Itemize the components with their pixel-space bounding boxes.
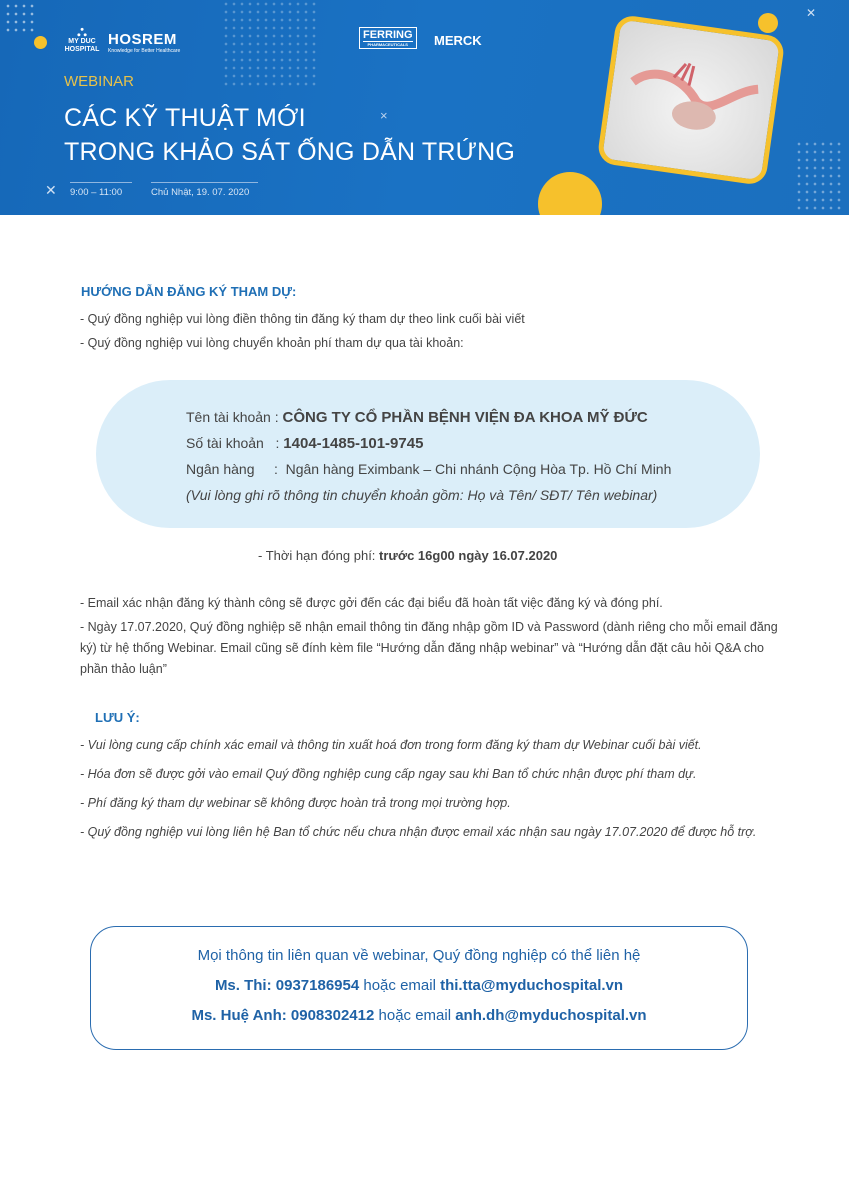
event-time: 9:00 – 11:00 bbox=[70, 182, 132, 198]
cross-decoration-icon: × bbox=[380, 108, 388, 123]
note-item: - Phí đăng ký tham dự webinar sẽ không được hoàn trả trong mọi trường hợp. bbox=[80, 796, 511, 810]
email-info-item: - Email xác nhận đăng ký thành công sẽ được gởi đến các đại biểu đã hoàn tất việc đăng ký và đóng phí. bbox=[80, 596, 663, 610]
contact-intro: Mọi thông tin liên quan về webinar, Quý đồng nghiệp có thể liên hệ bbox=[197, 947, 641, 964]
bank-label: Ngân hàng : bbox=[186, 461, 278, 477]
people-logo-icon: ⛬ bbox=[77, 23, 87, 39]
cross-decoration-icon: ✕ bbox=[45, 182, 57, 198]
guide-heading: HƯỚNG DẪN ĐĂNG KÝ THAM DỰ: bbox=[81, 284, 297, 299]
contact-person: Ms. Thi: 0937186954 hoặc email thi.tta@myduchospital.vn bbox=[214, 977, 624, 994]
bank-info-box bbox=[96, 380, 760, 528]
payment-deadline: - Thời hạn đóng phí: trước 16g00 ngày 16.07.2020 bbox=[258, 548, 558, 563]
account-number-label: Số tài khoản : bbox=[186, 435, 280, 451]
dot-pattern bbox=[4, 2, 36, 36]
transfer-note: (Vui lòng ghi rõ thông tin chuyển khoản gồm: Họ và Tên/ SĐT/ Tên webinar) bbox=[186, 487, 658, 503]
account-name-label: Tên tài khoản : bbox=[186, 409, 279, 425]
email-info-item: - Ngày 17.07.2020, Quý đồng nghiệp sẽ nhận email thông tin đăng nhập gồm ID và Password (dành riêng cho mỗi email đăng ký) từ hệ thống Webinar. Email cũng sẽ đính kèm file “Hướng dẫn đăng nhập webinar” và “Hướng dẫn đặt câu hỏi Q&A cho phần thảo luận” bbox=[80, 620, 778, 676]
account-name-row bbox=[186, 409, 648, 426]
dot-pattern bbox=[795, 140, 845, 210]
guide-item: - Quý đồng nghiệp vui lòng điền thông tin đăng ký tham dự theo link cuối bài viết bbox=[80, 312, 525, 326]
account-name-value: CÔNG TY CỔ PHẦN BỆNH VIỆN ĐA KHOA MỸ ĐỨC bbox=[282, 409, 648, 426]
webinar-label: WEBINAR bbox=[64, 73, 135, 90]
note-item: - Hóa đơn sẽ được gởi vào email Quý đồng nghiệp cung cấp ngay sau khi Ban tổ chức nhận được phí tham dự. bbox=[80, 767, 697, 781]
contact-email-link[interactable]: anh.dh@myduchospital.vn bbox=[455, 1007, 647, 1024]
bank-value: Ngân hàng Eximbank – Chi nhánh Cộng Hòa Tp. Hồ Chí Minh bbox=[285, 461, 672, 477]
note-item: - Quý đồng nghiệp vui lòng liên hệ Ban tổ chức nếu chưa nhận được email xác nhận sau ngày 17.07.2020 để được hỗ trợ. bbox=[80, 825, 757, 839]
yellow-dot bbox=[34, 36, 47, 49]
yellow-circle bbox=[538, 172, 602, 215]
webinar-banner bbox=[0, 0, 849, 215]
title-line-2: TRONG KHẢO SÁT ỐNG DẪN TRỨNG bbox=[64, 138, 516, 166]
notes-heading: LƯU Ý: bbox=[95, 710, 140, 725]
merck-logo: MERCK bbox=[434, 33, 482, 48]
event-date: Chủ Nhật, 19. 07. 2020 bbox=[151, 182, 258, 198]
guide-item: - Quý đồng nghiệp vui lòng chuyển khoản phí tham dự qua tài khoản: bbox=[80, 336, 464, 350]
title-line-1: CÁC KỸ THUẬT MỚI bbox=[64, 104, 306, 132]
contact-person: Ms. Huệ Anh: 0908302412 hoặc email anh.dh@myduchospital.vn bbox=[191, 1007, 647, 1024]
account-number-row bbox=[186, 435, 423, 452]
yellow-dot bbox=[758, 13, 778, 33]
myduc-logo: ⛬ MY DUC HOSPITAL bbox=[62, 24, 102, 54]
hosrem-logo: HOSREM Knowledge for Better Healthcare bbox=[108, 31, 181, 54]
account-number-value: 1404-1485-101-9745 bbox=[283, 435, 424, 452]
bank-row bbox=[186, 461, 671, 477]
dot-pattern bbox=[222, 0, 318, 88]
ferring-logo: FERRING PHARMACEUTICALS bbox=[359, 27, 417, 49]
fallopian-tube-image bbox=[596, 14, 785, 186]
contact-email-link[interactable]: thi.tta@myduchospital.vn bbox=[440, 977, 624, 994]
note-item: - Vui lòng cung cấp chính xác email và thông tin xuất hoá đơn trong form đăng ký tham dự Webinar cuối bài viết. bbox=[80, 738, 702, 752]
cross-decoration-icon: ✕ bbox=[806, 6, 817, 20]
contact-box bbox=[90, 926, 748, 1050]
